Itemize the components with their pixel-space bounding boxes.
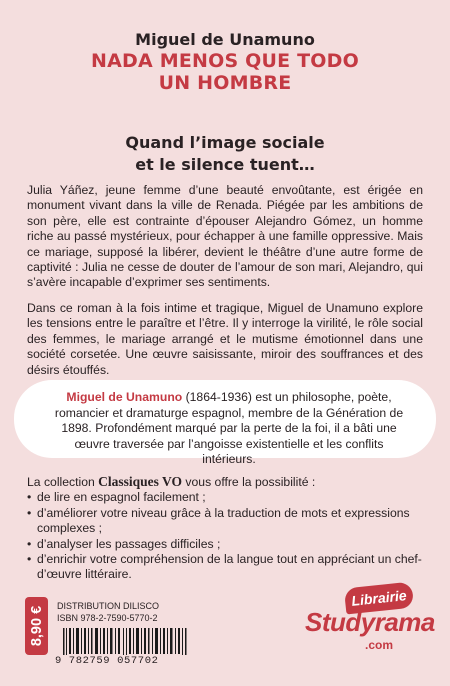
list-item <box>27 537 427 552</box>
bullet-icon: • <box>27 552 32 567</box>
book-title <box>0 50 450 94</box>
collection-intro-before: La collection <box>27 475 99 489</box>
publisher-logo <box>305 585 435 665</box>
logo-badge-text: Librairie <box>350 587 408 609</box>
list-item-text: de lire en espagnol facilement ; <box>37 490 206 505</box>
tagline-line-1: Quand l’image sociale <box>125 133 325 152</box>
bio-text: (1864-1936) est un philosophe, poète, romancier et dramaturge espagnol, membre de la Génération de 1898. Profondément marqué par la perte de la foi, il a bâti une œuvre traversée par l’angoisse existentielle et les conflits intérieurs. <box>54 390 404 467</box>
summary-paragraph-2: Dans ce roman à la fois intime et tragique, Miguel de Unamuno explore les tensions entre le paraître et l’être. Il y interroge la virilité, le rôle social des femmes, le mariage arrangé et le mutisme émotionnel dans une société corsetée. Une œuvre saisissante, miroir des souffrances et des désirs étouffés. <box>27 301 423 377</box>
barcode-number: 9 782759 057702 <box>55 655 201 667</box>
list-item-text: d’analyser les passages difficiles ; <box>37 536 221 551</box>
list-item <box>27 506 427 537</box>
collection-section <box>27 474 427 583</box>
bullet-icon: • <box>27 505 32 520</box>
tagline-line-2: et le silence tuent… <box>135 155 315 174</box>
tagline <box>0 132 450 176</box>
collection-name: Classiques VO <box>98 474 183 489</box>
distribution-info <box>57 600 159 624</box>
distributor-label: DISTRIBUTION DILISCO <box>57 601 160 611</box>
list-item <box>27 552 427 583</box>
logo-tld: .com <box>365 638 394 652</box>
collection-intro <box>27 474 427 490</box>
collection-intro-after: vous offre la possibilité : <box>182 475 316 489</box>
bullet-icon: • <box>27 536 32 551</box>
collection-benefits-list <box>27 490 427 582</box>
author-name: Miguel de Unamuno <box>135 30 315 49</box>
book-title-line-1: NADA MENOS QUE TODO <box>91 50 359 72</box>
bio-author-name: Miguel de Unamuno <box>66 390 183 404</box>
book-title-line-2: UN HOMBRE <box>158 72 292 94</box>
author-bio <box>54 390 404 468</box>
isbn-label: ISBN 978-2-7590-5770-2 <box>57 613 158 623</box>
price-tag <box>25 597 48 655</box>
list-item-text: d’améliorer votre niveau grâce à la traduction de mots et expressions complexes ; <box>37 505 410 536</box>
list-item-text: d’enrichir votre compréhension de la langue tout en appréciant un chef-d’œuvre littéraire. <box>37 552 422 582</box>
price-label: 8,90 € <box>28 605 45 647</box>
summary-paragraph-1: Julia Yáñez, jeune femme d’une beauté envoûtante, est érigée en monument vivant dans la ville de Renada. Piégée par les ambitions de son père, elle est contrainte d’épouser Alejandro Gómez, un homme riche au passé mystérieux, pour échapper à une famille oppressive. Mais ce mariage, supposé la libérer, devient le théâtre d’une autre forme de captivité : Julia ne cesse de douter de l’amour de son mari, Alejandro, qui s’avère incapable d’exprimer ses sentiments. <box>27 183 423 290</box>
logo-brand: Studyrama <box>305 607 435 637</box>
bullet-icon: • <box>27 490 32 505</box>
list-item <box>27 490 427 505</box>
